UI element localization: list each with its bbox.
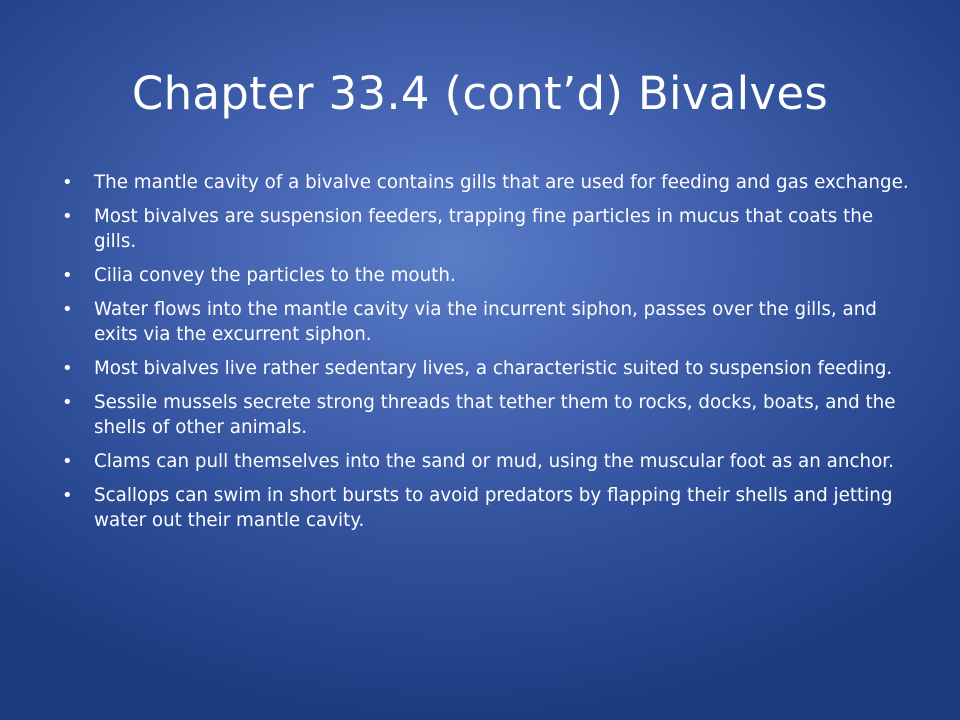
bullet-text: The mantle cavity of a bivalve contains gills that are used for feeding and gas exchange. [94, 172, 909, 193]
bullet-item [62, 483, 912, 533]
bullet-item [62, 356, 912, 381]
bullet-list [62, 170, 912, 542]
bullet-text: Sessile mussels secrete strong threads that tether them to rocks, docks, boats, and the shells of other animals. [94, 392, 896, 438]
bullet-icon: • [62, 392, 73, 413]
bullet-item [62, 170, 912, 195]
bullet-icon: • [62, 265, 73, 286]
bullet-item [62, 263, 912, 288]
bullet-item [62, 297, 912, 347]
slide-title: Chapter 33.4 (cont’d) Bivalves [131, 67, 829, 120]
bullet-icon: • [62, 299, 73, 320]
bullet-icon: • [62, 485, 73, 506]
bullet-icon: • [62, 172, 73, 193]
bullet-text: Scallops can swim in short bursts to avoid predators by flapping their shells and jetting water out their mantle cavity. [94, 485, 893, 531]
bullet-icon: • [62, 451, 73, 472]
bullet-item [62, 449, 912, 474]
bullet-item [62, 390, 912, 440]
bullet-text: Clams can pull themselves into the sand or mud, using the muscular foot as an anchor. [94, 451, 894, 472]
bullet-text: Most bivalves are suspension feeders, trapping fine particles in mucus that coats the gills. [94, 206, 874, 252]
bullet-text: Most bivalves live rather sedentary lives, a characteristic suited to suspension feeding. [94, 358, 893, 379]
bullet-icon: • [62, 358, 73, 379]
bullet-text: Cilia convey the particles to the mouth. [94, 265, 456, 286]
bullet-item [62, 204, 912, 254]
bullet-icon: • [62, 206, 73, 227]
bullet-text: Water flows into the mantle cavity via the incurrent siphon, passes over the gills, and exits via the excurrent siphon. [94, 299, 877, 345]
